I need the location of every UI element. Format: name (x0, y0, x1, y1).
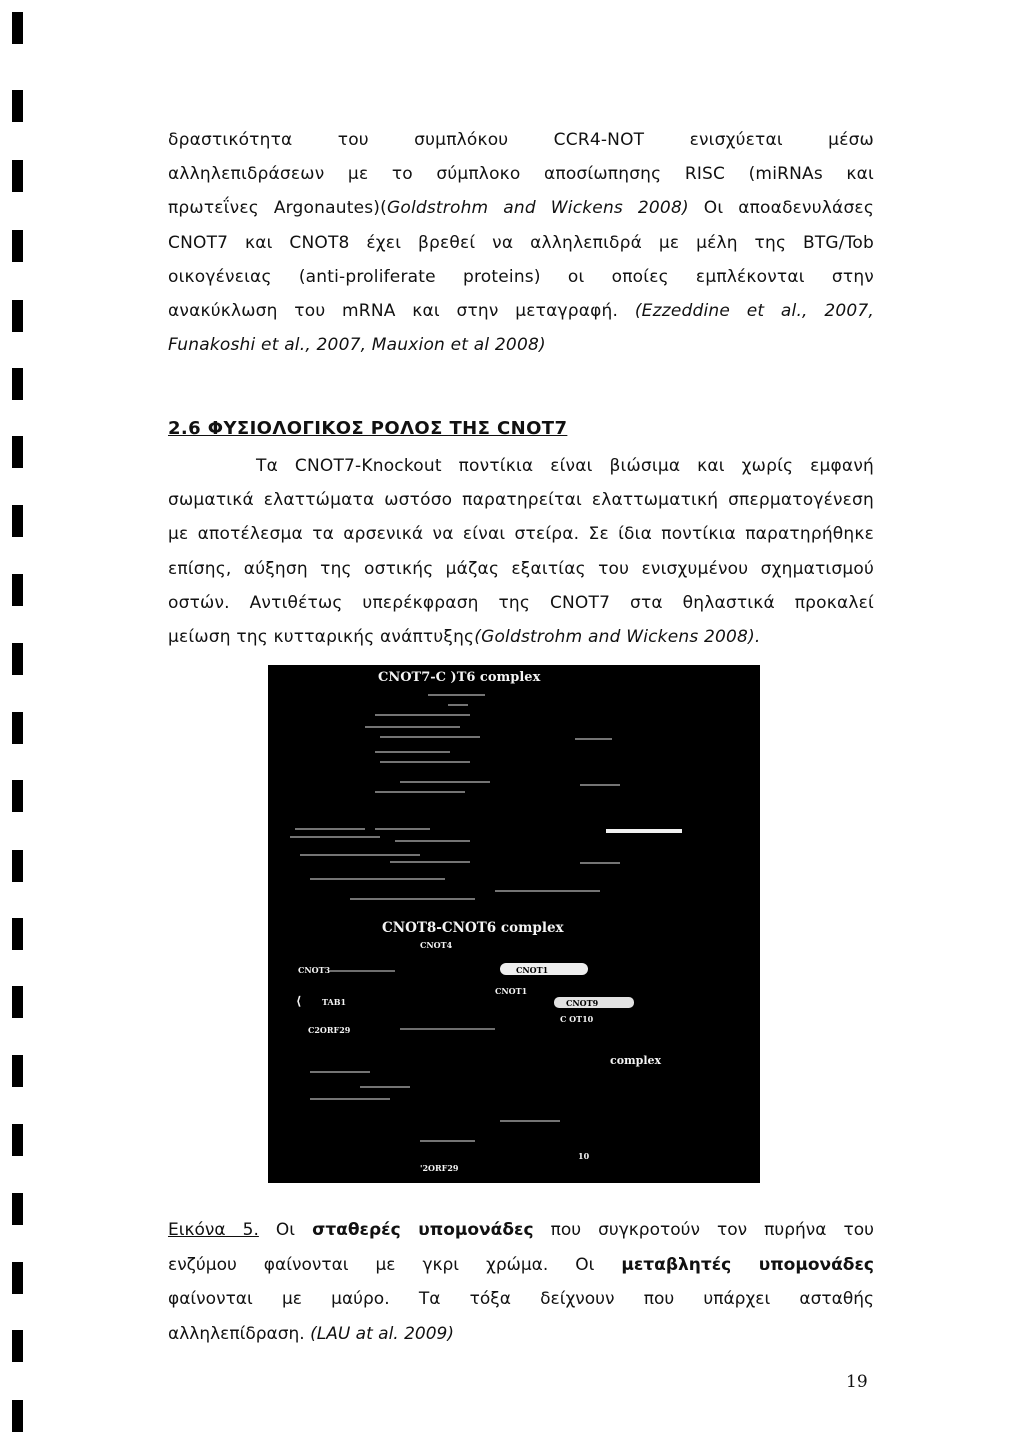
text-line: οικογένειας (anti-proliferate proteins) οι οποίες εμπλέκονται στην (168, 266, 874, 287)
label-cnot9: CNOT9 (566, 998, 599, 1008)
caption-line: φαίνονται με μαύρο. Τα τόξα δείχνουν που υπάρχει ασταθής (168, 1289, 874, 1309)
label-c2orf29: C2ORF29 (308, 1025, 351, 1035)
figure-label-top: CNOT7-C )T6 complex (378, 670, 541, 685)
label-c-ot10: C OT10 (560, 1014, 594, 1024)
text-line: επίσης, αύξηση της οστικής μάζας εξαιτίας του ενισχυμένου σχηματισμού (168, 558, 874, 579)
faint-lines (290, 695, 620, 1141)
bar-mark (606, 829, 682, 833)
section-heading-block (168, 412, 874, 446)
text-line: με αποτέλεσμα τα αρσενικά να είναι στείρα. Σε ίδια ποντίκια παρατηρήθηκε (168, 524, 874, 545)
label-c2orf29-b: '2ORF29 (420, 1163, 459, 1173)
complex-diagram (270, 667, 758, 1181)
figure-label-mid: CNOT8-CNOT6 complex (382, 920, 564, 936)
text-line: CNOT7 και CNOT8 έχει βρεθεί να αλληλεπιδρά με μέλη της BTG/Tob (168, 232, 874, 253)
label-cnot1: CNOT1 (495, 986, 528, 996)
caption-line: αλληλεπίδραση. (LAU at al. 2009) (168, 1323, 455, 1344)
text-line: μείωση της κυτταρικής ανάπτυξης(Goldstrohm and Wickens 2008). (168, 627, 761, 648)
caption-line: Εικόνα 5. Οι σταθερές υπομονάδες που συγκροτούν τον πυρήνα του (168, 1220, 874, 1240)
text-line: δραστικότητα του συμπλόκου CCR4-NOT ενισχύεται μέσω (168, 130, 874, 150)
citation-line: Funakoshi et al., 2007, Mauxion et al 2008) (168, 335, 546, 356)
section-heading: 2.6 ΦΥΣΙΟΛΟΓΙΚΟΣ ΡΟΛΟΣ ΤΗΣ CNOT7 (168, 418, 568, 439)
figure-caption (168, 1213, 874, 1351)
text-line: σωματικά ελαττώματα ωστόσο παρατηρείται ελαττωματική σπερματογένεση (168, 490, 874, 511)
label-complex: complex (610, 1054, 662, 1067)
label-cnot1-badge: CNOT1 (516, 965, 549, 975)
label-cnot3: CNOT3 (298, 965, 331, 975)
ccr4-not-complex-figure (268, 665, 760, 1183)
label-tab1: TAB1 (322, 997, 347, 1007)
paragraph-ccr4-not (168, 123, 874, 362)
film-strip-marks (12, 0, 26, 1447)
text-line: ανακύκλωση του mRNA και στην μεταγραφή. (Ezzeddine et al., 2007, (168, 301, 874, 322)
text-line: οστών. Αντιθέτως υπερέκφραση της CNOT7 στα θηλαστικά προκαλεί (168, 592, 874, 613)
page-number: 19 (846, 1372, 868, 1392)
figure-label: Εικόνα 5. (168, 1220, 259, 1240)
text-line: πρωτεΐνες Argonautes)(Goldstrohm and Wickens 2008) Οι αποαδενυλάσες (168, 198, 874, 219)
caption-line: ενζύμου φαίνονται με γκρι χρώμα. Οι μεταβλητές υπομονάδες (168, 1254, 874, 1275)
paragraph-physiology (168, 449, 874, 654)
label-10: 10 (578, 1151, 590, 1161)
text-line: αλληλεπιδράσεων με το σύμπλοκο αποσίωπησης RISC (miRNAs και (168, 164, 874, 185)
text-line: Τα CNOT7-Knockout ποντίκια είναι βιώσιμα και χωρίς εμφανή (256, 456, 874, 476)
label-cnot4: CNOT4 (420, 940, 453, 950)
bracket-glyph: ⟨ (296, 994, 302, 1008)
